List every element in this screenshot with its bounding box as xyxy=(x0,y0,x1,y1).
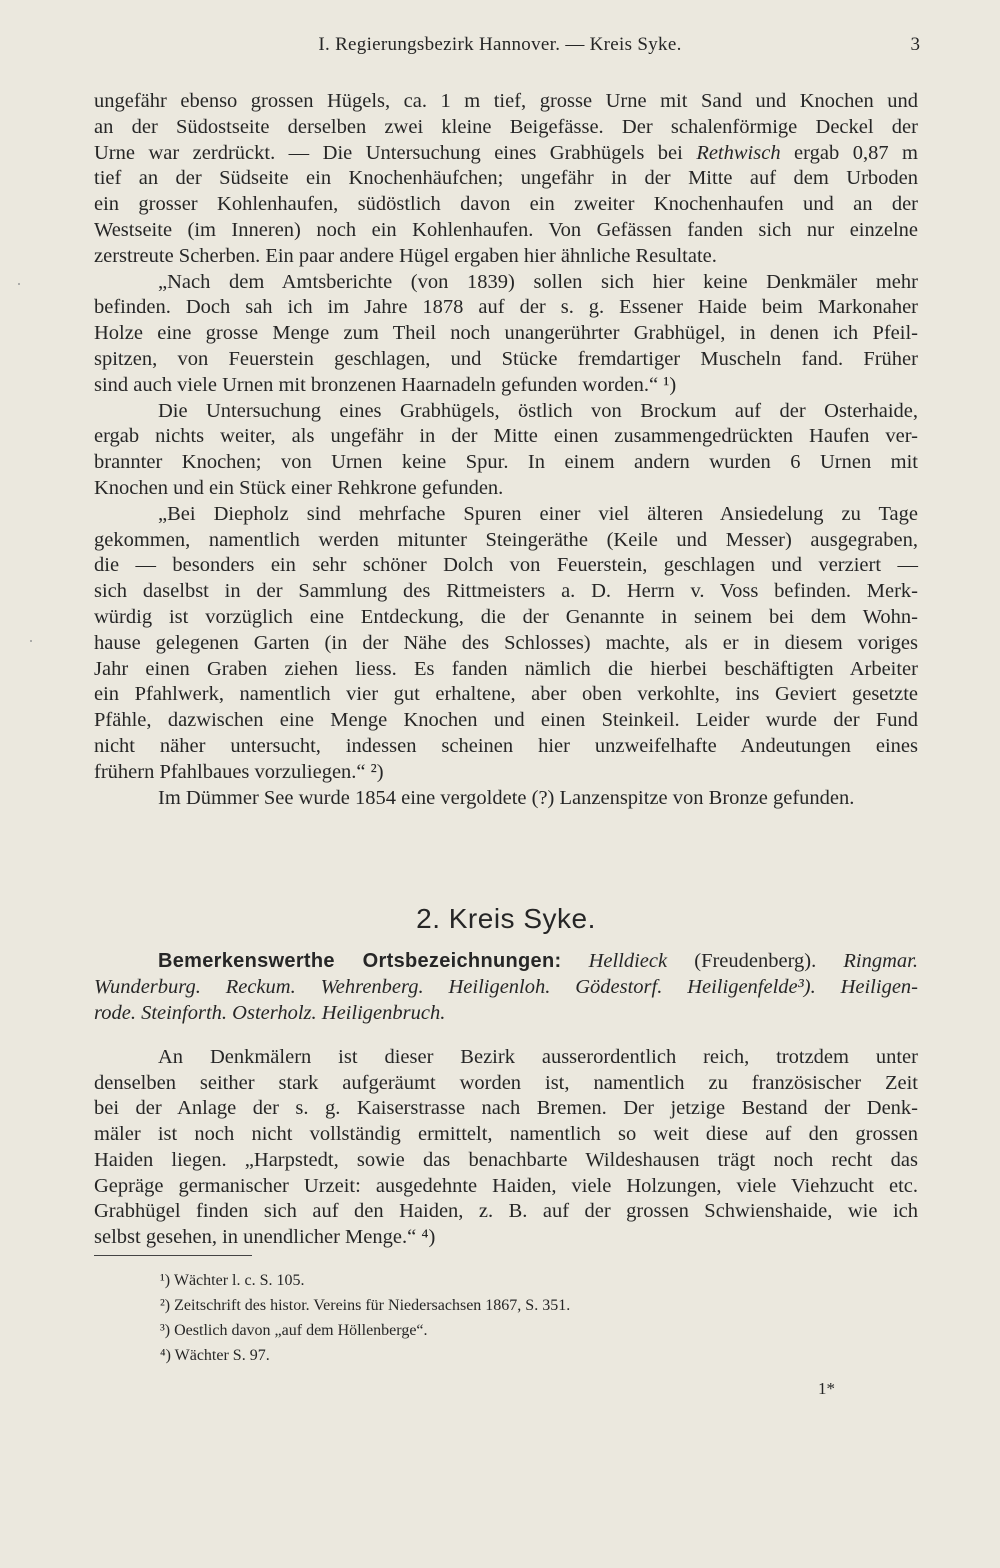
text-run: Urne war zerdrückt. — Die Untersuchung eines Grabhügels bei xyxy=(94,141,697,164)
text-line: Die Untersuchung eines Grabhügels, östlich von Brockum auf der Osterhaide, xyxy=(158,399,918,422)
text-line: spitzen, von Feuerstein geschlagen, und Stücke fremdartiger Muscheln fand. Früher xyxy=(94,347,918,370)
text-line: würdig ist vorzüglich eine Entdeckung, die der Genannte in seinem bei dem Wohn- xyxy=(94,605,918,628)
footnote: ¹) Wächter l. c. S. 105. xyxy=(160,1272,305,1289)
running-header xyxy=(0,34,1000,60)
text-line: die — besonders ein sehr schöner Dolch von Feuerstein, geschlagen und verziert — xyxy=(94,554,918,577)
place-names-line xyxy=(94,1001,918,1027)
text-run: ergab 0,87 m xyxy=(780,141,918,164)
footnotes xyxy=(160,1268,570,1368)
text-line: „Bei Diepholz sind mehrfache Spuren einer viel älteren Ansiedelung zu Tage xyxy=(158,502,918,525)
running-title: I. Regierungsbezirk Hannover. — Kreis Syke. xyxy=(318,34,682,55)
signature-mark: 1* xyxy=(818,1379,835,1398)
footnote: ⁴) Wächter S. 97. xyxy=(160,1347,270,1364)
place-name: Ringmar. xyxy=(843,950,919,973)
text-line: nicht näher untersucht, indessen scheinen hier unzweifelhafte Andeutungen eines xyxy=(94,734,918,757)
text-line: ein Pfahlwerk, namentlich vier gut erhaltene, aber oben verkohlte, ins Geviert gesetzte xyxy=(94,683,918,706)
text-line: Knochen und ein Stück einer Rehkrone gefunden. xyxy=(94,476,504,499)
text-line: Holze eine grosse Menge zum Theil noch unangerührter Grabhügel, in denen ich Pfeil- xyxy=(94,322,918,345)
place-name: Helldieck xyxy=(588,950,668,973)
place-names-label: Bemerkenswerthe Ortsbezeichnungen: xyxy=(158,950,562,973)
text-line: Jahr einen Graben ziehen liess. Es fanden nämlich die hierbei beschäftigten Arbeiter xyxy=(94,657,918,680)
text-line: Westseite (im Inneren) noch ein Kohlenhaufen. Von Gefässen fanden sich nur einzelne xyxy=(94,218,918,241)
text-line: Pfähle, dazwischen eine Menge Knochen und einen Steinkeil. Leider wurde der Fund xyxy=(94,709,918,732)
text-line: hause gelegenen Garten (in der Nähe des Schlosses) machte, als er in diesem voriges xyxy=(94,631,918,654)
place-names-line xyxy=(94,975,918,1001)
text-line: Im Dümmer See wurde 1854 eine vergoldete (?) Lanzenspitze von Bronze gefunden. xyxy=(158,786,855,809)
text-line: mäler ist noch nicht vollständig ermittelt, namentlich so weit diese auf den grossen xyxy=(94,1123,918,1146)
text-line: sich daselbst in der Sammlung des Rittmeisters a. D. Herrn v. Voss befinden. Merk- xyxy=(94,580,918,603)
text-line xyxy=(94,141,918,167)
text-line: ergab nichts weiter, als ungefähr in der Mitte einen zusammengedrückten Haufen ver- xyxy=(94,425,918,448)
text-line: an der Südostseite derselben zwei kleine Beigefässe. Der schalenförmige Deckel der xyxy=(94,115,918,138)
text-line: frühern Pfahlbaues vorzuliegen.“ ²) xyxy=(94,760,384,783)
page-number: 3 xyxy=(910,34,920,55)
place-names-list: Wunderburg. Reckum. Wehrenberg. Heiligenloh. Gödestorf. Heiligenfelde³). Heiligen- xyxy=(94,976,918,999)
text-line: denselben seither stark aufgeräumt worden ist, namentlich zu französischer Zeit xyxy=(94,1071,918,1094)
place-name-rethwisch: Rethwisch xyxy=(696,141,781,164)
text-line: Gepräge germanischer Urzeit: ausgedehnte Haiden, viele Holzungen, viele Viehzucht etc. xyxy=(94,1174,918,1197)
text-line: bei der Anlage der s. g. Kaiserstrasse nach Bremen. Der jetzige Bestand der Denk- xyxy=(94,1097,918,1120)
place-name-note: (Freudenberg). xyxy=(694,950,817,973)
text-line: sind auch viele Urnen mit bronzenen Haarnadeln gefunden worden.“ ¹) xyxy=(94,373,677,396)
place-names-line xyxy=(94,949,918,975)
text-line: befinden. Doch sah ich im Jahre 1878 auf der s. g. Essener Haide beim Markonaher xyxy=(94,296,918,319)
body-text xyxy=(94,89,918,1251)
text-line: Grabhügel finden sich auf den Haiden, z. B. auf der grossen Schwienshaide, wie ich xyxy=(94,1200,918,1223)
text-line: tief an der Südseite ein Knochenhäufchen; ungefähr in der Mitte auf dem Urboden xyxy=(94,167,918,190)
text-line: brannter Knochen; von Urnen keine Spur. In einem andern wurden 6 Urnen mit xyxy=(94,451,918,474)
text-line: An Denkmälern ist dieser Bezirk ausserordentlich reich, trotzdem unter xyxy=(158,1045,918,1068)
footnote: ³) Oestlich davon „auf dem Höllenberge“. xyxy=(160,1322,428,1339)
paper-speck xyxy=(30,640,32,642)
paper-speck xyxy=(18,283,20,285)
place-names-list: rode. Steinforth. Osterholz. Heiligenbruch. xyxy=(94,1001,446,1024)
text-line: Haiden liegen. „Harpstedt, sowie das benachbarte Wildeshausen trägt noch recht das xyxy=(94,1148,918,1171)
text-line: ungefähr ebenso grossen Hügels, ca. 1 m tief, grosse Urne mit Sand und Knochen und xyxy=(94,90,918,112)
text-line: zerstreute Scherben. Ein paar andere Hügel ergaben hier ähnliche Resultate. xyxy=(94,244,717,267)
text-line: selbst gesehen, in unendlicher Menge.“ ⁴) xyxy=(94,1226,436,1249)
text-line: gekommen, namentlich werden mitunter Steingeräthe (Keile und Messer) ausgegraben, xyxy=(94,528,918,551)
text-line: „Nach dem Amtsberichte (von 1839) sollen sich hier keine Denkmäler mehr xyxy=(158,270,918,293)
text-line: ein grosser Kohlenhaufen, südöstlich davon ein zweiter Knochenhaufen und an der xyxy=(94,193,918,216)
footnote: ²) Zeitschrift des histor. Vereins für Niedersachsen 1867, S. 351. xyxy=(160,1297,571,1314)
footnote-rule xyxy=(94,1255,252,1256)
section-heading: 2. Kreis Syke. xyxy=(416,903,596,935)
